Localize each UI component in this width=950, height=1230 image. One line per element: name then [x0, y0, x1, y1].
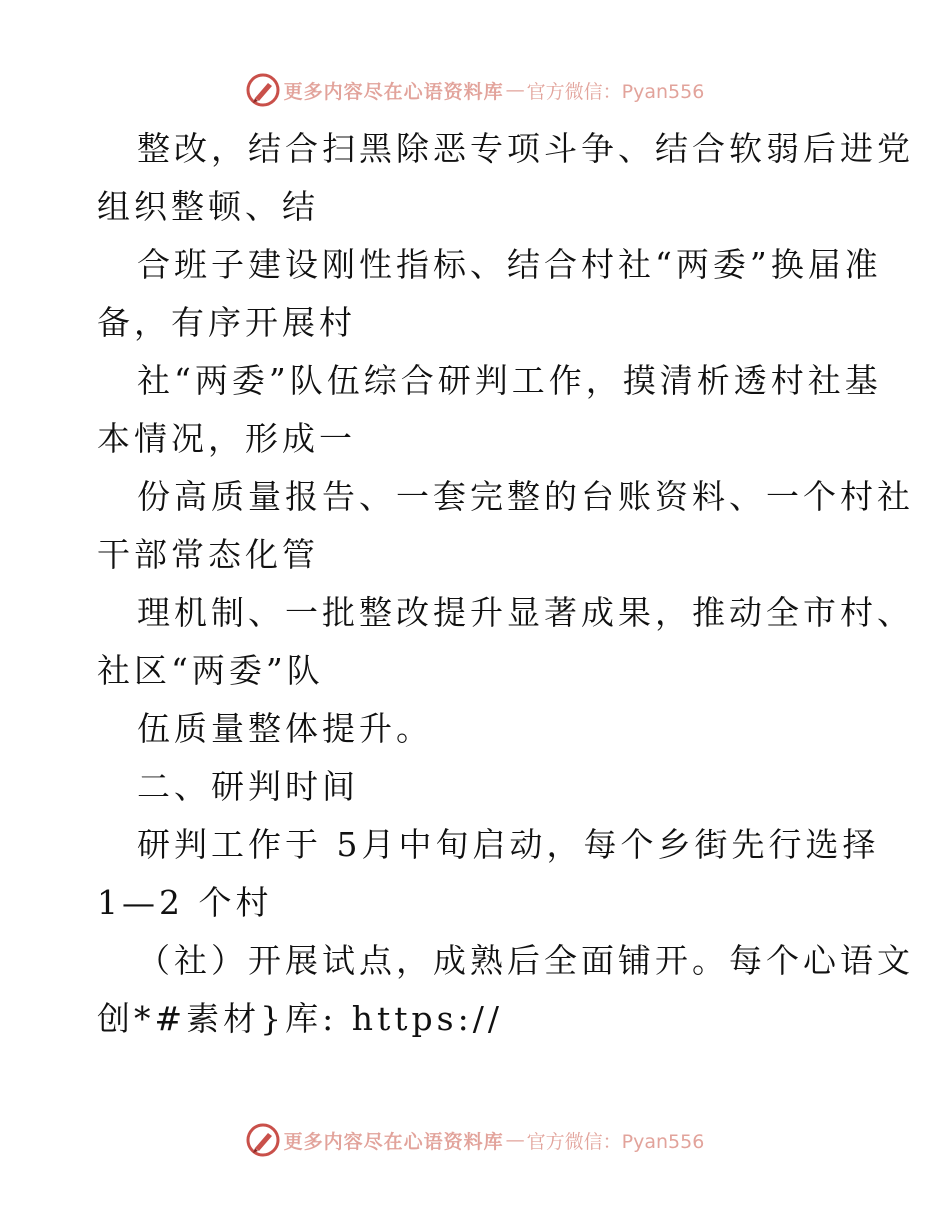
- watermark-separator: —: [505, 79, 525, 101]
- body-line: 整改，结合扫黑除恶专项斗争、结合软弱后进党: [137, 129, 914, 168]
- body-line: 伍质量整体提升。: [137, 709, 433, 748]
- watermark-wechat: 官方微信：Pyan556: [526, 80, 705, 103]
- body-line: （社）开展试点，成熟后全面铺开。每个心语文: [137, 941, 914, 980]
- body-line: 创*#素材}库: https://: [97, 999, 503, 1038]
- pen-logo-icon: [246, 1123, 280, 1157]
- body-line: 备，有序开展村: [97, 303, 356, 342]
- document-body: [97, 120, 914, 1048]
- body-line: 1—2 个村: [97, 883, 273, 922]
- watermark-text: 更多内容尽在心语资料库: [283, 80, 504, 103]
- watermark-separator: —: [505, 1129, 525, 1151]
- body-line: 研判工作于 5月中旬启动，每个乡街先行选择: [137, 825, 880, 864]
- pen-logo-icon: [246, 73, 280, 107]
- body-line: 合班子建设刚性指标、结合村社“两委”换届准: [137, 245, 882, 284]
- footer-watermark: [0, 1120, 950, 1160]
- body-line: 本情况，形成一: [97, 419, 356, 458]
- header-watermark: [0, 70, 950, 110]
- body-line: 干部常态化管: [97, 535, 319, 574]
- body-line: 社“两委”队伍综合研判工作，摸清析透村社基: [137, 361, 882, 400]
- watermark-text: 更多内容尽在心语资料库: [283, 1130, 504, 1153]
- body-line: 社区“两委”队: [97, 651, 324, 690]
- body-line: 组织整顿、结: [97, 187, 319, 226]
- section-heading: 二、研判时间: [137, 767, 359, 806]
- watermark-wechat: 官方微信：Pyan556: [526, 1130, 705, 1153]
- body-line: 理机制、一批整改提升显著成果，推动全市村、: [137, 593, 914, 632]
- body-line: 份高质量报告、一套完整的台账资料、一个村社: [137, 477, 914, 516]
